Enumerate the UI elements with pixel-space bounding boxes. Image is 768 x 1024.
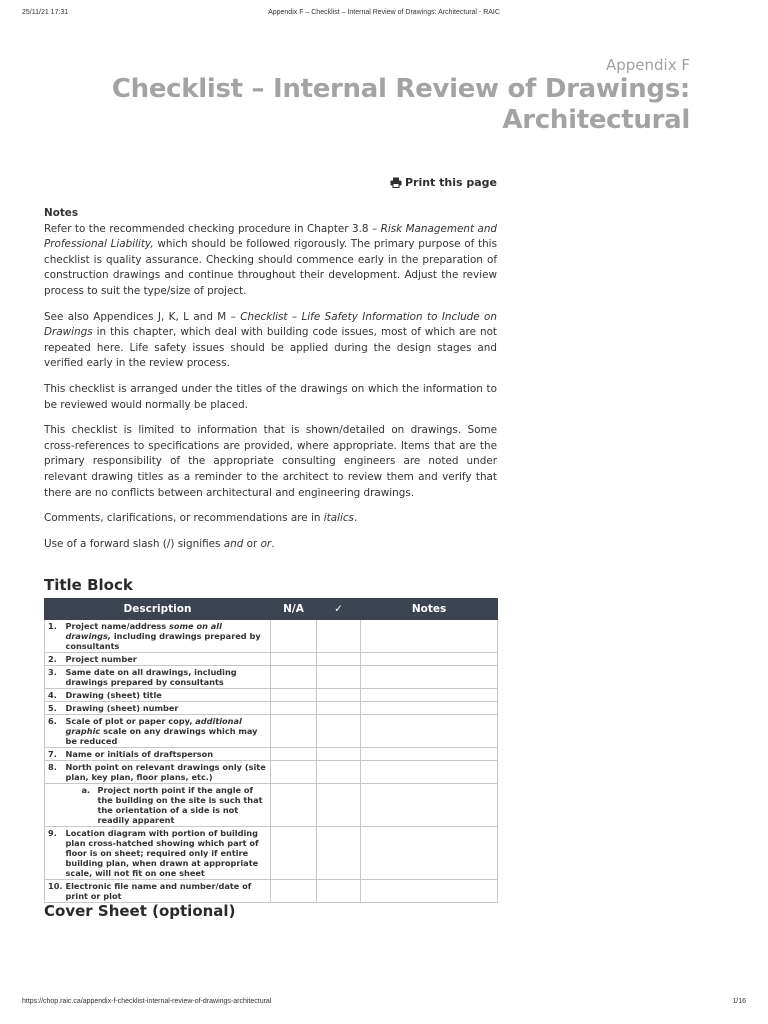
table-row xyxy=(45,653,498,666)
column-header-check: ✓ xyxy=(317,599,361,620)
na-cell[interactable] xyxy=(271,748,317,761)
column-header-description: Description xyxy=(45,599,271,620)
table-row xyxy=(45,689,498,702)
print-header xyxy=(22,9,746,21)
notes-cell[interactable] xyxy=(361,620,498,653)
table-row xyxy=(45,620,498,653)
na-cell[interactable] xyxy=(271,653,317,666)
notes-cell[interactable] xyxy=(361,689,498,702)
notes-cell[interactable] xyxy=(361,784,498,827)
notes-paragraph-4: This checklist is limited to information that is shown/detailed on drawings. Some cross-references to specifications are provided, where appropriate. Items that are the primary responsibility of the appropriate consulting engineers are noted under relevant drawing titles as a reminder to the architect to review them and verify that there are no conflicts between architectural and engineering drawings. xyxy=(44,424,497,499)
row-number: 2. xyxy=(45,653,63,666)
na-cell[interactable] xyxy=(271,666,317,689)
na-cell[interactable] xyxy=(271,620,317,653)
table-row xyxy=(45,702,498,715)
row-description: Scale of plot or paper copy, additional graphic scale on any drawings which may be reduced xyxy=(63,715,271,748)
notes-cell[interactable] xyxy=(361,880,498,903)
table-row xyxy=(45,666,498,689)
row-description: North point on relevant drawings only (site plan, key plan, floor plans, etc.) xyxy=(63,761,271,784)
notes-cell[interactable] xyxy=(361,761,498,784)
check-cell[interactable] xyxy=(317,702,361,715)
row-description: Electronic file name and number/date of print or plot xyxy=(63,880,271,903)
printer-icon xyxy=(390,177,402,188)
sub-item-text: Project north point if the angle of the building on the site is such that the orientation of a side is not readily apparent xyxy=(97,785,263,825)
check-cell[interactable] xyxy=(317,761,361,784)
row-description: Drawing (sheet) number xyxy=(63,702,271,715)
row-number: 3. xyxy=(45,666,63,689)
table-row xyxy=(45,761,498,784)
sub-item-letter: a. xyxy=(81,785,91,795)
na-cell[interactable] xyxy=(271,761,317,784)
notes-section xyxy=(44,206,497,562)
print-page-title: Appendix F – Checklist – Internal Review of Drawings: Architectural - RAIC xyxy=(268,9,500,16)
row-description: Name or initials of draftsperson xyxy=(63,748,271,761)
notes-paragraph-2: See also Appendices J, K, L and M – Checklist – Life Safety Information to Include on Drawings in this chapter, which deal with building code issues, most of which are not repeated here. Life safety issues should be applied during the design stages and verified early in the review process. xyxy=(44,310,497,370)
print-footer xyxy=(22,998,746,1010)
table-row xyxy=(45,748,498,761)
check-cell[interactable] xyxy=(317,653,361,666)
notes-paragraph-3: This checklist is arranged under the titles of the drawings on which the information to be reviewed would normally be placed. xyxy=(44,382,497,411)
print-timestamp: 25/11/21 17:31 xyxy=(22,9,69,16)
row-number: 8. xyxy=(45,761,63,784)
notes-cell[interactable] xyxy=(361,827,498,880)
column-header-notes: Notes xyxy=(361,599,498,620)
print-page-number: 1/16 xyxy=(732,998,746,1005)
row-number: 7. xyxy=(45,748,63,761)
title-block-table xyxy=(44,598,498,903)
row-number: 10. xyxy=(45,880,63,903)
page-title-line-2: Architectural xyxy=(502,105,690,135)
row-description: Project number xyxy=(63,653,271,666)
na-cell[interactable] xyxy=(271,784,317,827)
row-description xyxy=(63,784,271,827)
check-cell[interactable] xyxy=(317,748,361,761)
table-row xyxy=(45,880,498,903)
check-cell[interactable] xyxy=(317,880,361,903)
notes-heading: Notes xyxy=(44,207,79,219)
print-url: https://chop.raic.ca/appendix-f-checklist-internal-review-of-drawings-architectural xyxy=(22,998,272,1005)
print-this-page-link[interactable] xyxy=(390,176,497,189)
notes-paragraph-6: Use of a forward slash (/) signifies and or or. xyxy=(44,537,275,550)
row-number: 1. xyxy=(45,620,63,653)
appendix-label: Appendix F xyxy=(605,56,690,74)
na-cell[interactable] xyxy=(271,702,317,715)
table-row xyxy=(45,715,498,748)
notes-cell[interactable] xyxy=(361,653,498,666)
notes-paragraph-5: Comments, clarifications, or recommendations are in italics. xyxy=(44,512,358,525)
check-cell[interactable] xyxy=(317,715,361,748)
row-description: Drawing (sheet) title xyxy=(63,689,271,702)
notes-cell[interactable] xyxy=(361,748,498,761)
na-cell[interactable] xyxy=(271,880,317,903)
notes-cell[interactable] xyxy=(361,702,498,715)
table-row xyxy=(45,784,498,827)
page-title xyxy=(70,74,690,136)
check-cell[interactable] xyxy=(317,827,361,880)
check-cell[interactable] xyxy=(317,620,361,653)
notes-cell[interactable] xyxy=(361,666,498,689)
na-cell[interactable] xyxy=(271,689,317,702)
cover-sheet-heading: Cover Sheet (optional) xyxy=(44,902,236,920)
na-cell[interactable] xyxy=(271,827,317,880)
na-cell[interactable] xyxy=(271,715,317,748)
row-description: Same date on all drawings, including drawings prepared by consultants xyxy=(63,666,271,689)
check-cell[interactable] xyxy=(317,689,361,702)
row-number: 9. xyxy=(45,827,63,880)
notes-paragraph-1: Refer to the recommended checking procedure in Chapter 3.8 – Risk Management and Professional Liability, which should be followed rigorously. The primary purpose of this checklist is quality assurance. Checking should commence early in the preparation of construction drawings and continue throughout their development. Adjust the review process to suit the type/size of project. xyxy=(44,222,498,297)
title-block-heading: Title Block xyxy=(44,576,133,594)
print-link-label: Print this page xyxy=(404,176,497,189)
check-cell[interactable] xyxy=(317,784,361,827)
column-header-na: N/A xyxy=(271,599,317,620)
row-number xyxy=(45,784,63,827)
row-description: Project name/address some on all drawings, including drawings prepared by consultants xyxy=(63,620,271,653)
page-title-line-1: Checklist – Internal Review of Drawings: xyxy=(111,74,690,104)
row-number: 6. xyxy=(45,715,63,748)
table-row xyxy=(45,827,498,880)
check-cell[interactable] xyxy=(317,666,361,689)
row-description: Location diagram with portion of building plan cross-hatched showing which part of floor is on sheet; required only if entire building plan, when drawn at appropriate scale, will not fit on one sheet xyxy=(63,827,271,880)
row-number: 4. xyxy=(45,689,63,702)
notes-cell[interactable] xyxy=(361,715,498,748)
row-number: 5. xyxy=(45,702,63,715)
